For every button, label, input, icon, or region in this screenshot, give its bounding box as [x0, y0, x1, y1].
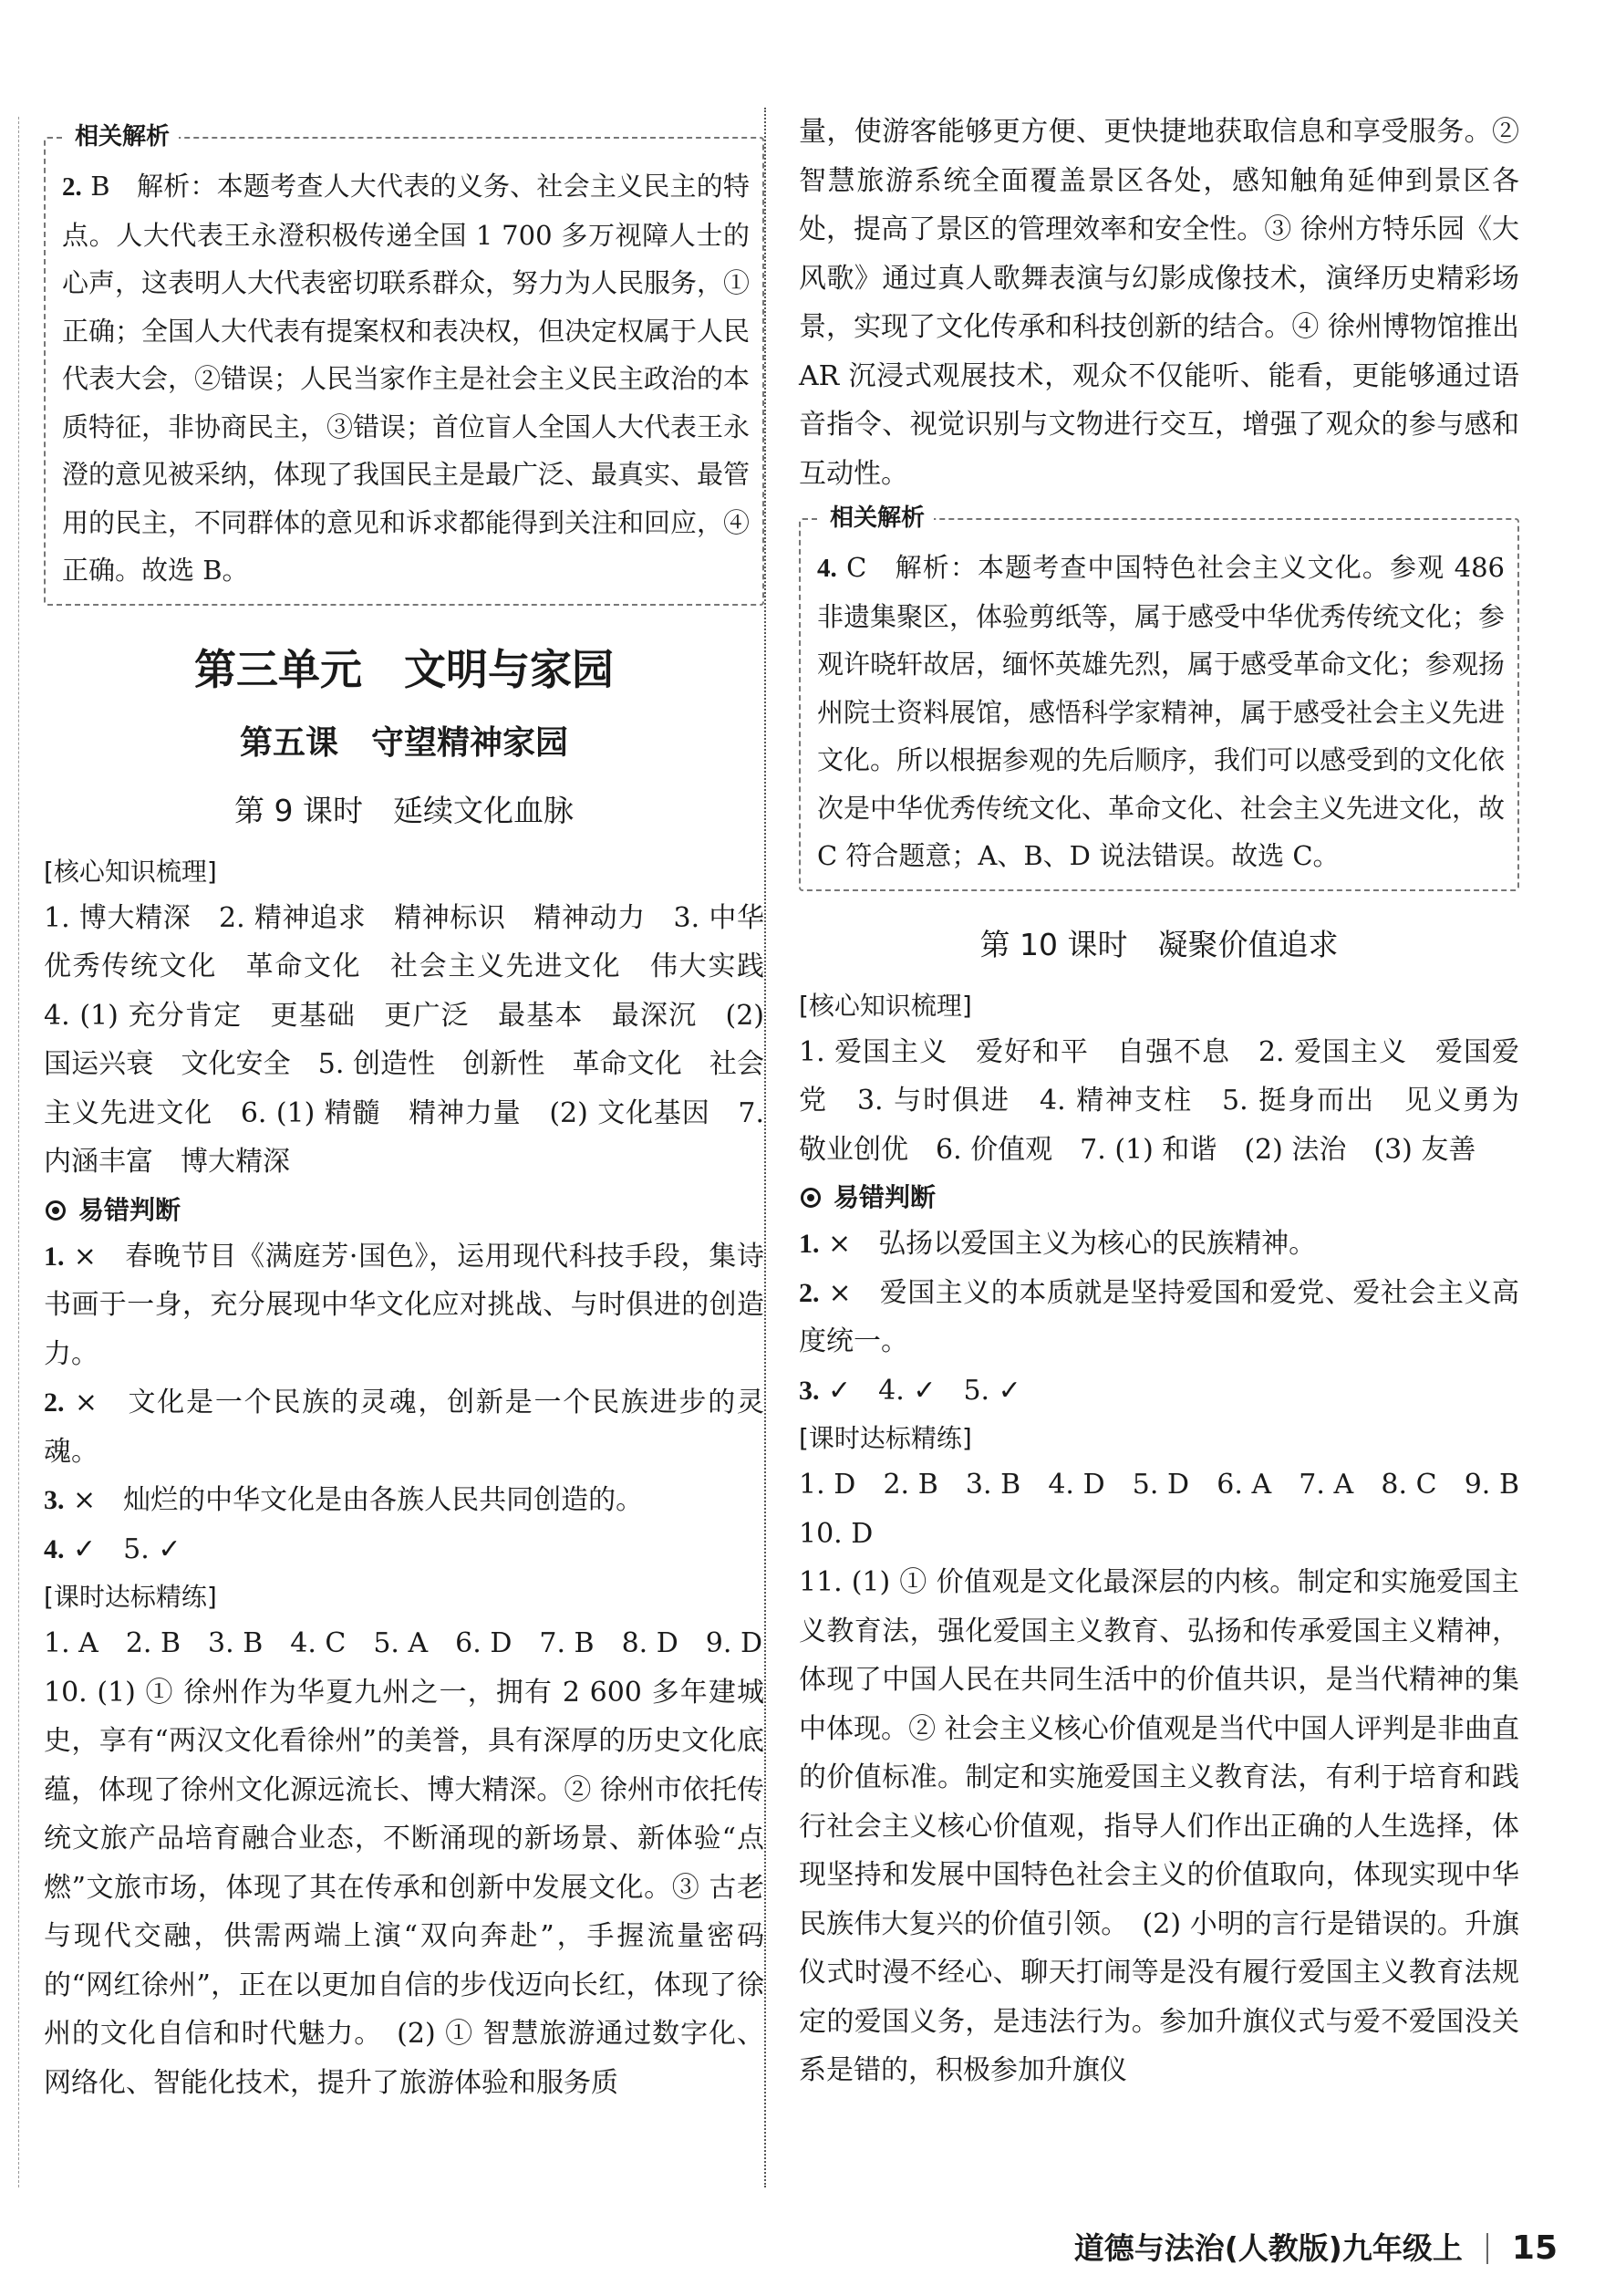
practice-label: [课时达标精练] — [799, 1423, 972, 1453]
right-column — [799, 108, 1547, 2095]
left-column — [44, 117, 792, 2107]
judgment-item: 2. × 爱国主义的本质就是坚持爱国和爱党、爱社会主义高度统一。 — [799, 1276, 1519, 1357]
period-title: 第 10 课时 凝聚价值追求 — [979, 926, 1339, 962]
core-knowledge-label: [核心知识梳理] — [44, 856, 217, 887]
judgment-item: 3. × 灿烂的中华文化是由各族人民共同创造的。 — [44, 1484, 644, 1516]
lesson-title: 第五课 守望精神家园 — [239, 723, 568, 762]
core-knowledge-label: [核心知识梳理] — [799, 990, 972, 1021]
question-10-continued: 量，使游客能够更方便、更快捷地获取信息和享受服务。② 智慧旅游系统全面覆盖景区各处，感知触角延伸到景区各处，提高了景区的管理效率和安全性。③ 徐州方特乐园《大风歌》通过真人歌舞表演与幻影成像技术，演绎历史精彩场景，实现了文化传承和科技创新的结合。④ 徐州博物馆推出 AR 沉浸式观展技术，观众不仅能听、能看，更能够通过语音指令、视觉识别与文物进行交互，增强了观众的参与感和互动性。 — [799, 116, 1519, 490]
question-10-answer: 10. (1) ① 徐州作为华夏九州之一，拥有 2 600 多年建城史，享有“两汉文化看徐州”的美誉，具有深厚的历史文化底蕴，体现了徐州文化源远流长、博大精深。② 徐州市依托传统文旅产品培育融合业态，不断涌现的新场景、新体验“点燃”文旅市场，体现了其在传承和创新中发展文化。③ 古老与现代交融，供需两端上演“双向奔赴”，手握流量密码的“网红徐州”，正在以更加自信的步伐迈向长红，体现了徐州的文化自信和时代魅力。 (2) ① 智慧旅游通过数字化、网络化、智能化技术，提升了旅游体验和服务质 — [44, 1676, 764, 2099]
unit-title: 第三单元 文明与家园 — [194, 644, 614, 694]
core-knowledge-text: 1. 爱国主义 爱好和平 自强不息 2. 爱国主义 爱国爱党 3. 与时俱进 4. 精神支柱 5. 挺身而出 见义勇为 敬业创优 6. 价值观 7. (1) 和谐 (2) 法治 (3) 友善 — [799, 1035, 1547, 1166]
period-title: 第 9 课时 延续文化血脉 — [234, 792, 574, 828]
practice-answers: 1. A 2. B 3. B 4. C 5. A 6. D 7. B 8. D 9. D — [44, 1627, 763, 1659]
page-footer — [1074, 2228, 1558, 2269]
analysis-box-title: 相关解析 — [66, 122, 179, 151]
target-icon — [801, 1188, 821, 1208]
question-11-answer: 11. (1) ① 价值观是文化最深层的内核。制定和实施爱国主义教育法，强化爱国主义教育、弘扬和传承爱国主义精神，体现了中国人民在共同生活中的价值共识，是当代精神的集中体现。② 社会主义核心价值观是当代中国人评判是非曲直的价值标准。制定和实施爱国主义教育法，有利于培育和践行社会主义核心价值观，指导人们作出正确的人生选择，体现坚持和发展中国特色社会主义的价值取向，体现实现中华民族伟大复兴的价值引领。 (2) 小明的言行是错误的。升旗仪式时漫不经心、聊天打闹等是没有履行爱国主义教育法规定的爱国义务，是违法行为。参加升旗仪式与爱不爱国没关系是错的，积极参加升旗仪 — [799, 1566, 1519, 2086]
judgment-item: 2. × 文化是一个民族的灵魂，创新是一个民族进步的灵魂。 — [44, 1387, 764, 1468]
analysis-box-q2 — [44, 123, 764, 606]
analysis-text: 2. B 解析：本题考查人大代表的义务、社会主义民主的特点。人大代表王永澄积极传递全国 1 700 多万视障人士的心声，这表明人大代表密切联系群众，努力为人民服务，①正确；全国人大代表有提案权和表决权，但决定权属于人民代表大会，②错误；人民当家作主是社会主义民主政治的本质特征，非协商民主，③错误；首位盲人全国人大代表王永澄的意见被采纳，体现了我国民主是最广泛、最真实、最管用的民主，不同群体的意见和诉求都能得到关注和回应，④正确。故选 B。 — [62, 171, 751, 586]
judgment-item: 3. ✓ 4. ✓ 5. ✓ — [799, 1374, 1021, 1407]
footer-separator — [1486, 2233, 1488, 2264]
page-edge-line — [18, 117, 19, 2187]
core-knowledge-text: 1. 博大精深 2. 精神追求 精神标识 精神动力 3. 中华优秀传统文化 革命文化 社会主义先进文化 伟大实践 4. (1) 充分肯定 更基础 更广泛 最基本 最深沉 (2) 国运兴衰 文化安全 5. 创造性 创新性 革命文化 社会主义先进文化 6. (1) 精髓 精神力量 (2) 文化基因 7. 内涵丰富 博大精深 — [44, 901, 792, 1178]
judgment-item: 1. × 弘扬以爱国主义为核心的民族精神。 — [799, 1228, 1317, 1260]
practice-answers: 1. D 2. B 3. B 4. D 5. D 6. A 7. A 8. C 9. B 10. D — [799, 1469, 1547, 1550]
column-divider — [764, 108, 766, 2187]
judgment-item: 4. ✓ 5. ✓ — [44, 1532, 181, 1565]
target-icon — [46, 1200, 66, 1221]
judgment-item: 1. × 春晚节目《满庭芳·国色》，运用现代科技手段，集诗书画于一身，充分展现中华文化应对挑战、与时俱进的创造力。 — [44, 1240, 764, 1370]
analysis-box-q4 — [799, 504, 1519, 891]
book-title: 道德与法治(人教版)九年级上 — [1073, 2230, 1463, 2266]
page-number: 15 — [1511, 2229, 1558, 2267]
analysis-text: 4. C 解析：本题考查中国特色社会主义文化。参观 486 非遗集聚区，体验剪纸等，属于感受中华优秀传统文化；参观许晓轩故居，缅怀英雄先烈，属于感受革命文化；参观扬州院士资料展馆，感悟科学家精神，属于感受社会主义先进文化。所以根据参观的先后顺序，我们可以感受到的文化依次是中华优秀传统文化、革命文化、社会主义先进文化，故 C 符合题意；A、B、D 说法错误。故选 C。 — [817, 552, 1506, 871]
practice-label: [课时达标精练] — [44, 1582, 217, 1612]
analysis-box-title: 相关解析 — [821, 504, 934, 533]
error-judgment-heading: 易错判断 — [799, 1176, 1519, 1220]
error-judgment-heading: 易错判断 — [44, 1189, 764, 1232]
